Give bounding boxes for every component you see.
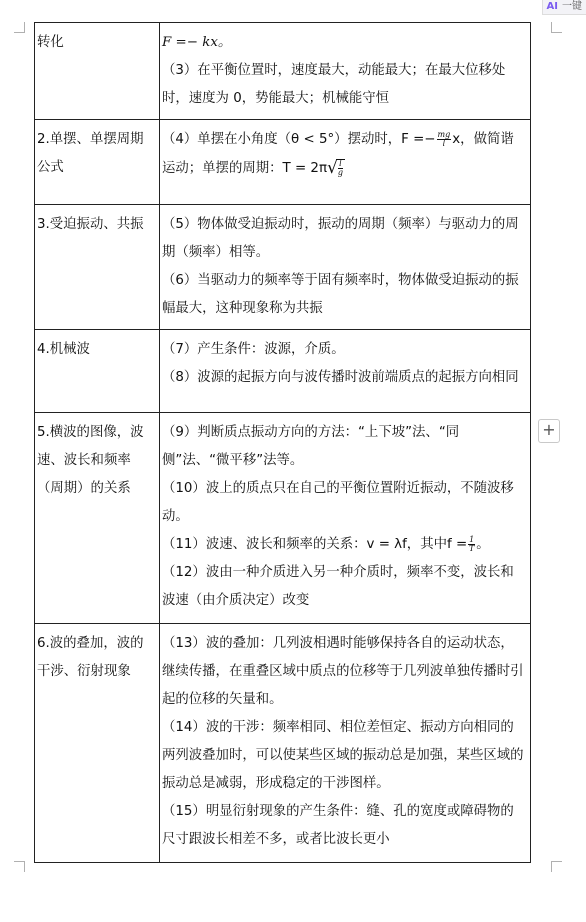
page-corner-mark-top-right	[551, 22, 562, 33]
topic-cell[interactable]: 2.单摆、单摆周期公式	[35, 120, 160, 205]
ai-button-label: 一键	[562, 1, 582, 12]
page-corner-mark-top-left	[14, 22, 25, 33]
point-4-text-a: （4）单摆在小角度（θ < 5°）摆动时，F =−	[162, 132, 436, 147]
topic-cell[interactable]: 6.波的叠加，波的干涉、衍射现象	[35, 624, 160, 863]
knowledge-table	[34, 22, 531, 863]
table-row	[35, 23, 531, 120]
point-3: （3）在平衡位置时，速度最大，动能最大；在最大位移处时，速度为 0，势能最大；机械能守恒	[162, 63, 506, 106]
content-cell[interactable]	[160, 330, 531, 413]
fraction-denominator: l	[442, 138, 446, 148]
point-7: （7）产生条件：波源，介质。	[162, 342, 345, 357]
table-row	[35, 624, 531, 863]
point-6: （6）当驱动力的频率等于固有频率时，物体做受迫振动的振幅最大，这种现象称为共振	[162, 273, 519, 316]
point-4	[162, 126, 526, 183]
fraction-numerator: l	[339, 159, 342, 168]
equation-hooke: F =− kx。	[162, 35, 232, 50]
content-cell[interactable]	[160, 23, 531, 120]
content-cell[interactable]	[160, 120, 531, 205]
table-row	[35, 120, 531, 205]
page-top-margin	[0, 0, 586, 20]
fraction-numerator: 1	[469, 534, 475, 544]
fraction-l-over-g	[338, 160, 343, 177]
ai-icon: AI	[546, 1, 558, 12]
topic-cell[interactable]: 3.受迫振动、共振	[35, 205, 160, 330]
content-cell[interactable]	[160, 205, 531, 330]
topic-cell[interactable]: 4.机械波	[35, 330, 160, 413]
topic-cell[interactable]: 转化	[35, 23, 160, 120]
content-cell[interactable]	[160, 624, 531, 863]
ai-assistant-button[interactable]	[542, 0, 586, 15]
point-14: （14）波的干涉：频率相同、相位差恒定、振动方向相同的两列波叠加时，可以使某些区域的振动总是加强，某些区域的振动总是减弱，形成稳定的干涉图样。	[162, 720, 524, 791]
point-13: （13）波的叠加：几列波相遇时能够保持各自的运动状态，继续传播，在重叠区域中质点的位移等于几列波单独传播时引起的位移的矢量和。	[162, 636, 524, 707]
point-15: （15）明显衍射现象的产生条件：缝、孔的宽度或障碍物的尺寸跟波长相差不多，或者比波长更小	[162, 804, 514, 847]
point-5: （5）物体做受迫振动时，振动的周期（频率）与驱动力的周期（频率）相等。	[162, 217, 519, 260]
point-4-text-b: x，做简谐运动；单摆的周期：T = 2π	[162, 132, 514, 176]
sqrt-icon: √	[327, 158, 338, 178]
point-10: （10）波上的质点只在自己的平衡位置附近振动，不随波移动。	[162, 481, 514, 524]
fraction-1-over-T	[468, 536, 475, 553]
point-11-text-b: 。	[476, 537, 490, 552]
point-8: （8）波源的起振方向与波传播时波前端质点的起振方向相同	[162, 370, 519, 385]
table-row	[35, 330, 531, 413]
page-corner-mark-bottom-left	[14, 861, 25, 872]
table-row	[35, 413, 531, 624]
content-cell[interactable]	[160, 413, 531, 624]
point-12: （12）波由一种介质进入另一种介质时，频率不变，波长和波速（由介质决定）改变	[162, 565, 514, 608]
point-11-text-a: （11）波速、波长和频率的关系：v = λf，其中f =	[162, 537, 468, 552]
topic-cell[interactable]: 5.横波的图像，波速、波长和频率（周期）的关系	[35, 413, 160, 624]
point-11	[162, 531, 526, 559]
sqrt-radicand	[336, 159, 345, 177]
add-block-button[interactable]: +	[538, 419, 560, 443]
table-row	[35, 205, 531, 330]
fraction-denominator: g	[337, 168, 343, 177]
page-corner-mark-bottom-right	[551, 861, 562, 872]
fraction-numerator: mg	[437, 129, 451, 139]
point-9: （9）判断质点振动方向的方法：“上下坡”法、“同侧”法、“微平移”法等。	[162, 425, 460, 468]
fraction-denominator: T	[469, 543, 475, 553]
fraction-mg-over-l	[437, 131, 452, 148]
